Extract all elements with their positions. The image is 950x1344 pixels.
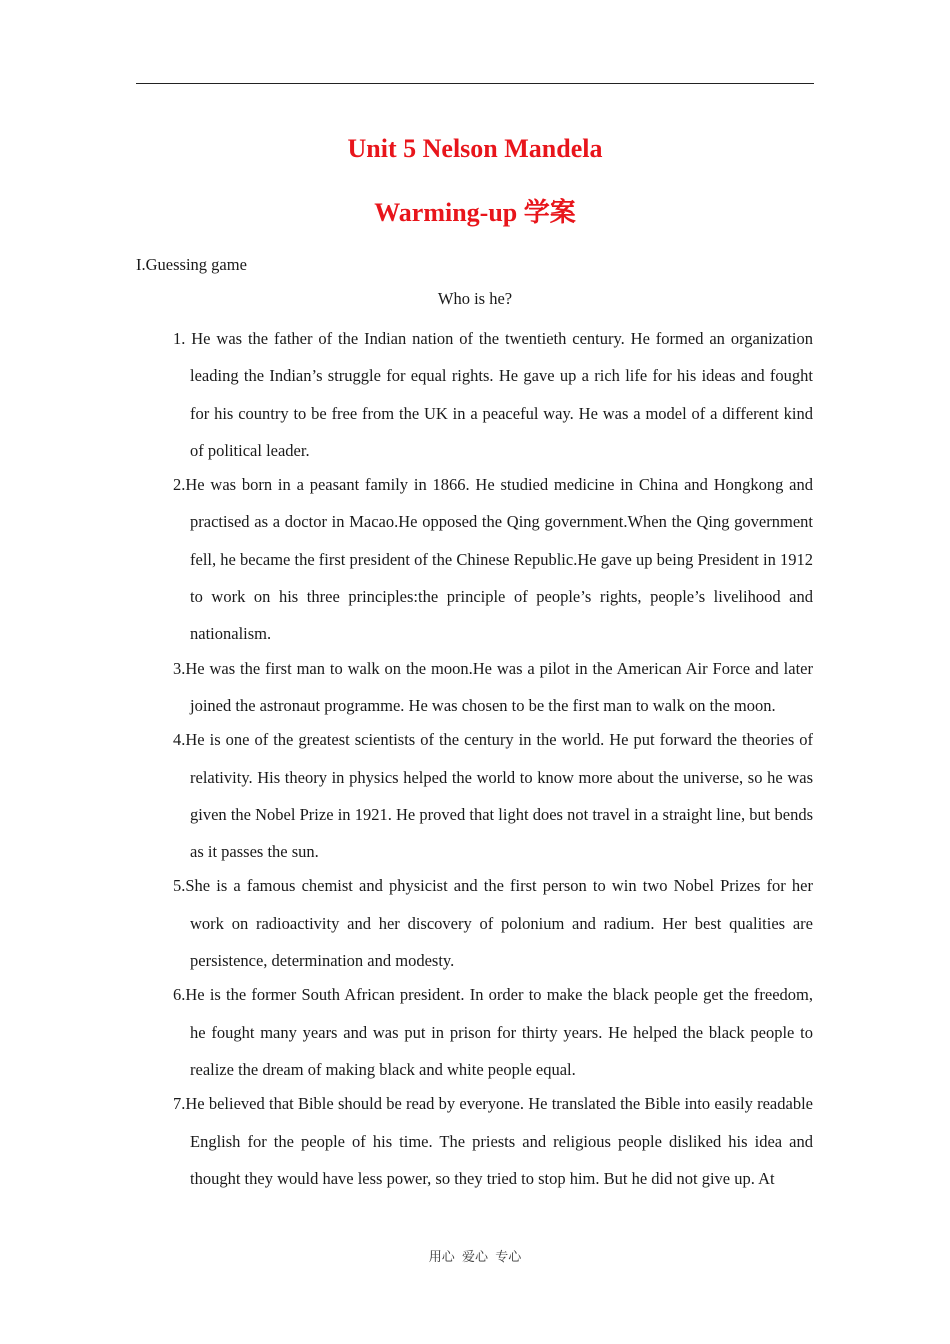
page-title: Unit 5 Nelson Mandela [347, 134, 603, 163]
question-item-1: 1. He was the father of the Indian nation of the twentieth century. He formed an organization leading the Indian’s struggle for equal rights. He gave up a rich life for his ideas and fought for his country to be free from the UK in a peaceful way. He was a model of a different kind of political leader. [173, 329, 813, 460]
page-footer: 用心 爱心 专心 [428, 1249, 522, 1264]
question-list [173, 320, 813, 1194]
header-rule [136, 83, 814, 84]
question-item-3: 3.He was the first man to walk on the moon.He was a pilot in the American Air Force and later joined the astronaut programme. He was chosen to be the first man to walk on the moon. [173, 658, 813, 715]
page-subtitle: Warming-up 学案 [374, 198, 576, 227]
section-heading: I.Guessing game [136, 255, 247, 274]
question-item-6: 6.He is the former South African president. In order to make the black people get the freedom, he fought many years and was put in prison for thirty years. He helped the black people to realize the dream of making black and white people equal. [173, 985, 813, 1079]
question-item-4: 4.He is one of the greatest scientists of the century in the world. He put forward the theories of relativity. His theory in physics helped the world to know more about the universe, so he was given the Nobel Prize in 1921. He proved that light does not travel in a straight line, but bends as it passes the sun. [173, 730, 813, 862]
question-item-2: 2.He was born in a peasant family in 1866. He studied medicine in China and Hongkong and practised as a doctor in Macao.He opposed the Qing government.When the Qing government fell, he became the first president of the Chinese Republic.He gave up being President in 1912 to work on his three principles:the principle of people’s rights, people’s livelihood and nationalism. [173, 475, 813, 644]
question-item-5: 5.She is a famous chemist and physicist and the first person to win two Nobel Prizes for her work on radioactivity and her discovery of polonium and radium. Her best qualities are persistence, determination and modesty. [173, 876, 813, 971]
section-question: Who is he? [437, 289, 513, 308]
question-item-7: 7.He believed that Bible should be read by everyone. He translated the Bible into easily readable English for the people of his time. The priests and religious people disliked his idea and thought they would have less power, so they tried to stop him. But he did not give up. At [173, 1094, 813, 1188]
